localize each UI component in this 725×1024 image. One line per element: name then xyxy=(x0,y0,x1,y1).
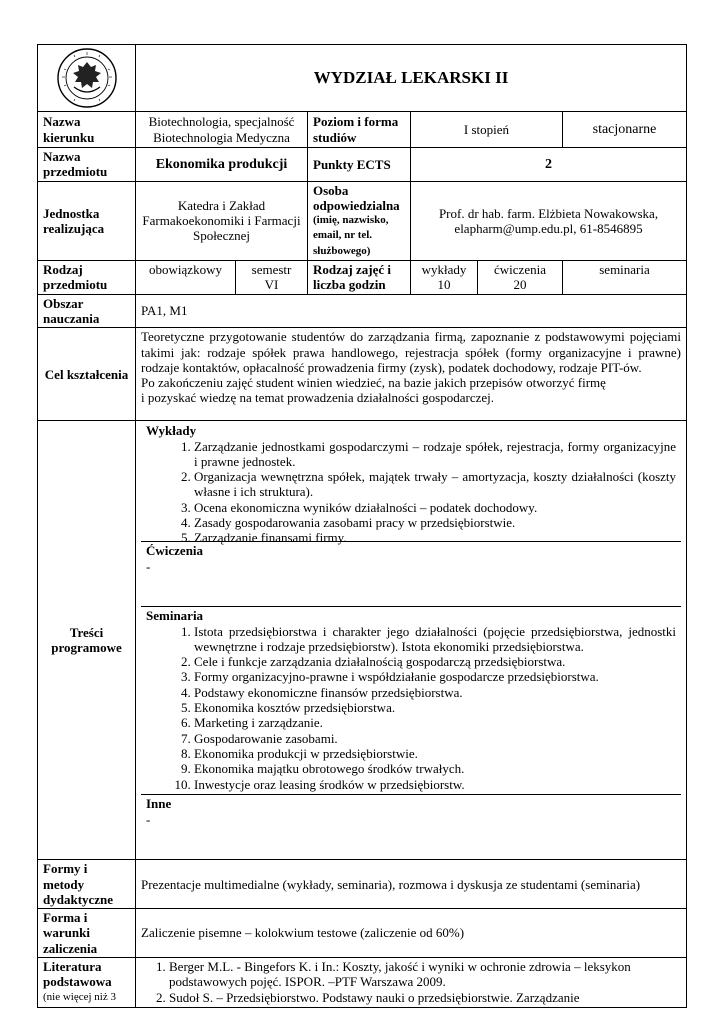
tresci-label: Treści programowe xyxy=(38,421,136,860)
inne-value: - xyxy=(146,811,151,827)
ects-value: 2 xyxy=(411,148,687,182)
list-item: 1. Zarządzanie jednostkami gospodarczymi – rodzaje spółek, rejestracja, formy organizacyjne i prawne jednostek. xyxy=(194,439,676,470)
list-item: 10. Inwestycje oraz leasing środków w przedsiębiorstw. xyxy=(194,777,676,792)
cwiczenia-value: - xyxy=(146,558,151,574)
formy-value: Prezentacje multimedialne (wykłady, seminaria), rozmowa i dyskusja ze studentami (seminaria) xyxy=(136,860,687,909)
list-item: 5. Ekonomika kosztów przedsiębiorstwa. xyxy=(194,700,676,715)
list-item: 5. Zarządzanie finansami firmy. xyxy=(194,530,676,545)
rodzaj-value: obowiązkowy xyxy=(136,261,236,295)
list-item: 9. Ekonomika majątku obrotowego środków trwałych. xyxy=(194,761,676,776)
poziom-label: Poziom i forma studiów xyxy=(308,112,411,148)
kierunek-value: Biotechnologia, specjalność Biotechnologia Medyczna xyxy=(136,112,308,148)
seminaria-list xyxy=(146,624,676,792)
cel-label: Cel kształcenia xyxy=(38,328,136,421)
ects-label: Punkty ECTS xyxy=(308,148,411,182)
wyklady-list xyxy=(146,439,676,546)
obszar-value: PA1, M1 xyxy=(136,294,687,328)
poziom-value: I stopień xyxy=(411,112,563,148)
literatura-label-cell xyxy=(38,958,136,1008)
osoba-label: Osoba odpowiedzialna xyxy=(313,182,400,213)
cwiczenia-section xyxy=(141,542,681,607)
literatura-sublabel: (nie więcej niż 3 xyxy=(43,990,116,1003)
wyklady-hours: 10 xyxy=(437,277,451,293)
list-item: 7. Gospodarowanie zasobami. xyxy=(194,731,676,746)
list-item: 1. Berger M.L. - Bingefors K. i In.: Koszty, jakość i wyniki w ochronie zdrowia – leksykon podstawowych pojęć. ISPOR. –PTF Warszawa 2009. xyxy=(169,959,681,990)
przedmiot-label: Nazwa przedmiotu xyxy=(38,148,136,182)
kierunek-label: Nazwa kierunku xyxy=(38,112,136,148)
inne-title: Inne xyxy=(146,796,172,812)
cel-line-2: Po zakończeniu zajęć student winien wiedzieć, na bazie jakich przepisów otworzyć firmę xyxy=(141,375,606,391)
osoba-label-cell xyxy=(308,181,411,260)
seminaria-title: Seminaria xyxy=(146,608,204,624)
list-item: 6. Marketing i zarządzanie. xyxy=(194,715,676,730)
list-item: 3. Formy organizacyjno-prawne i współdziałanie gospodarcze przedsiębiorstwa. xyxy=(194,669,676,684)
inne-section xyxy=(141,795,681,858)
wyklady-cell xyxy=(411,261,478,295)
semestr-value: VI xyxy=(264,277,279,293)
list-item: 2. Cele i funkcje zarządzania działalnością gospodarczą przedsiębiorstwa. xyxy=(194,654,676,669)
semestr-label: semestr xyxy=(251,262,292,278)
wyklady-section xyxy=(141,422,681,546)
cel-paragraph: Teoretyczne przygotowanie studentów do zarządzania firmą, zapoznanie z podstawowymi pojęciami takimi jak: rodzaje spółek prawa handlowego, rejestracja spółek (formy organizacyjne i prawne) rodzaje kontaktów, opłacalność prowadzenia firmy (zysk), podatek dochodowy, rodzaje PIT-ów. xyxy=(141,329,682,375)
cel-line-3: i pozyskać wiedzę na temat prowadzenia działalności gospodarczej. xyxy=(141,390,495,406)
list-item: 8. Ekonomika produkcji w przedsiębiorstwie. xyxy=(194,746,676,761)
list-item: 4. Podstawy ekonomiczne finansów przedsiębiorstwa. xyxy=(194,685,676,700)
semestr-cell xyxy=(236,261,308,295)
seminaria-label: seminaria xyxy=(563,261,687,295)
list-item: 2. Sudoł S. – Przedsiębiorstwo. Podstawy nauki o przedsiębiorstwie. Zarządzanie xyxy=(169,990,681,1005)
cwiczenia-hours: 20 xyxy=(513,277,527,293)
logo-cell xyxy=(38,45,136,112)
warunki-value: Zaliczenie pisemne – kolokwium testowe (zaliczenie od 60%) xyxy=(136,909,687,958)
zajec-label: Rodzaj zajęć i liczba godzin xyxy=(308,261,411,295)
przedmiot-value: Ekonomika produkcji xyxy=(136,148,308,182)
osoba-sublabel: (imię, nazwisko, email, nr tel. służbowego) xyxy=(313,214,389,257)
seminaria-section xyxy=(141,607,681,795)
tresci-content xyxy=(136,421,687,860)
warunki-label: Forma i warunki zaliczenia xyxy=(38,909,136,958)
formy-label: Formy i metody dydaktyczne xyxy=(38,860,136,909)
syllabus-table xyxy=(37,44,687,1008)
list-item: 2. Organizacja wewnętrzna spółek, majątek trwały – amortyzacja, koszty działalności (koszty własne i ich struktura). xyxy=(194,469,676,500)
jednostka-value: Katedra i Zakład Farmakoekonomiki i Farmacji Społecznej xyxy=(136,181,308,260)
cwiczenia-cell xyxy=(478,261,563,295)
forma-value: stacjonarne xyxy=(563,112,687,148)
list-item: 1. Istota przedsiębiorstwa i charakter jego działalności (pojęcie przedsiębiorstwa, jednostki wewnętrzne i rodzaje przedsiębiorstw). Istota ekonomiki przedsiębiorstwa. xyxy=(194,624,676,655)
jednostka-label: Jednostka realizująca xyxy=(38,181,136,260)
osoba-value: Prof. dr hab. farm. Elżbieta Nowakowska, elapharm@ump.edu.pl, 61-8546895 xyxy=(411,181,687,260)
list-item: 4. Zasady gospodarowania zasobami pracy w przedsiębiorstwie. xyxy=(194,515,676,530)
faculty-title: WYDZIAŁ LEKARSKI II xyxy=(136,45,687,112)
rodzaj-label: Rodzaj przedmiotu xyxy=(38,261,136,295)
cwiczenia-title: Ćwiczenia xyxy=(146,543,204,559)
obszar-label: Obszar nauczania xyxy=(38,294,136,328)
cel-content xyxy=(136,328,687,421)
university-seal-icon xyxy=(54,47,120,109)
wyklady-title: Wykłady xyxy=(146,423,197,439)
list-item: 3. Ocena ekonomiczna wyników działalności – podatek dochodowy. xyxy=(194,500,676,515)
literatura-label: Literatura podstawowa xyxy=(43,959,112,990)
cwiczenia-label: ćwiczenia xyxy=(494,262,546,278)
literatura-content xyxy=(136,958,687,1008)
wyklady-label: wykłady xyxy=(421,262,467,278)
literatura-list xyxy=(141,959,681,1005)
